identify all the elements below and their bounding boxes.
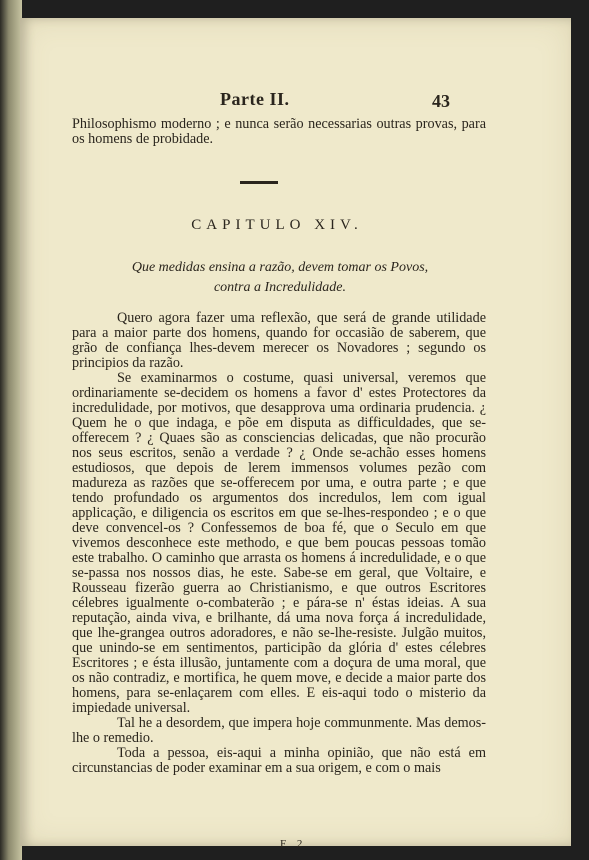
section-divider [240, 181, 278, 184]
chapter-subtitle [80, 258, 480, 298]
intro-paragraph: Philosophismo moderno ; e nunca serão necessarias outras provas, para os homens de probidade. [72, 116, 486, 147]
paragraph: Tal he a desordem, que impera hoje communmente. Mas demos-lhe o remedio. [72, 715, 486, 746]
paragraph: Se examinarmos o costume, quasi universal, veremos que ordinariamente se-decidem os homens a favor d' estes Protectores da incredulidade, por motivos, que desapprova uma ordinaria prudencia. ¿ Quem he o que indaga, e põe em disputa as difficuldades, que se-offerecem ? ¿ Quaes são as consciencias delicadas, que não procurão nos seus escritos, senão a verdade ? ¿ Onde se-achão esses homens estudiosos, que depois de lerem immensos volumes pezão com madureza as razões que se-offerecem por uma, e outra parte ; e que tendo profundado os argumentos dos incredulos, lem com igual applicação, e diligencia os escritos em que se-lhes-respondeo ; e o que deve convencel-os ? Confessemos de boa fé, que o Seculo em que vivemos desconhece este methodo, e que bem poucas pessoas tomão este trabalho. O caminho que arrasta os homens á incredulidade, e o que se-passa nos nossos dias, he este. Sabe-se em geral, que Voltaire, e Rousseau fizerão guerra ao Christianismo, e que outros Escritores célebres igualmente o-combaterão ; e pára-se n' éstas ideias. A sua reputação, ainda viva, e brilhante, dá uma nova força á incredulidade, que lhe-grangea outros adoradores, e não se-lhe-resiste. Julgão muitos, que unindo-se em sentimentos, participão da glória d' estes célebres Escritores ; e ésta illusão, juntamente com a doçura de uma moral, que os não contradiz, e mortifica, he quem move, e decide a maior parte dos homens, para se-enlaçarem com elles. E eis-aqui todo o misterio da impiedade universal. [72, 370, 486, 716]
page-number: 43 [432, 91, 450, 111]
chapter-heading: CAPITULO XIV. [191, 217, 363, 233]
running-header: Parte II. [220, 89, 290, 109]
signature-mark: F 2 [280, 838, 307, 850]
book-spine-edge [0, 0, 22, 860]
chapter-subtitle-line2: contra a Incredulidade. [213, 280, 347, 295]
paragraph: Toda a pessoa, eis-aqui a minha opinião, que não está em circunstancias de poder examinar em a sua origem, e com o mais [72, 745, 486, 776]
chapter-body [72, 311, 486, 776]
chapter-subtitle-line1: Que medidas ensina a razão, devem tomar os Povos, [131, 260, 429, 275]
paragraph: Quero agora fazer uma reflexão, que será de grande utilidade para a maior parte dos homens, quando for occasião de saberem, que grão de confiança lhes-devem merecer os Novadores ; segundo os principios da razão. [72, 310, 486, 371]
book-page [20, 18, 571, 850]
